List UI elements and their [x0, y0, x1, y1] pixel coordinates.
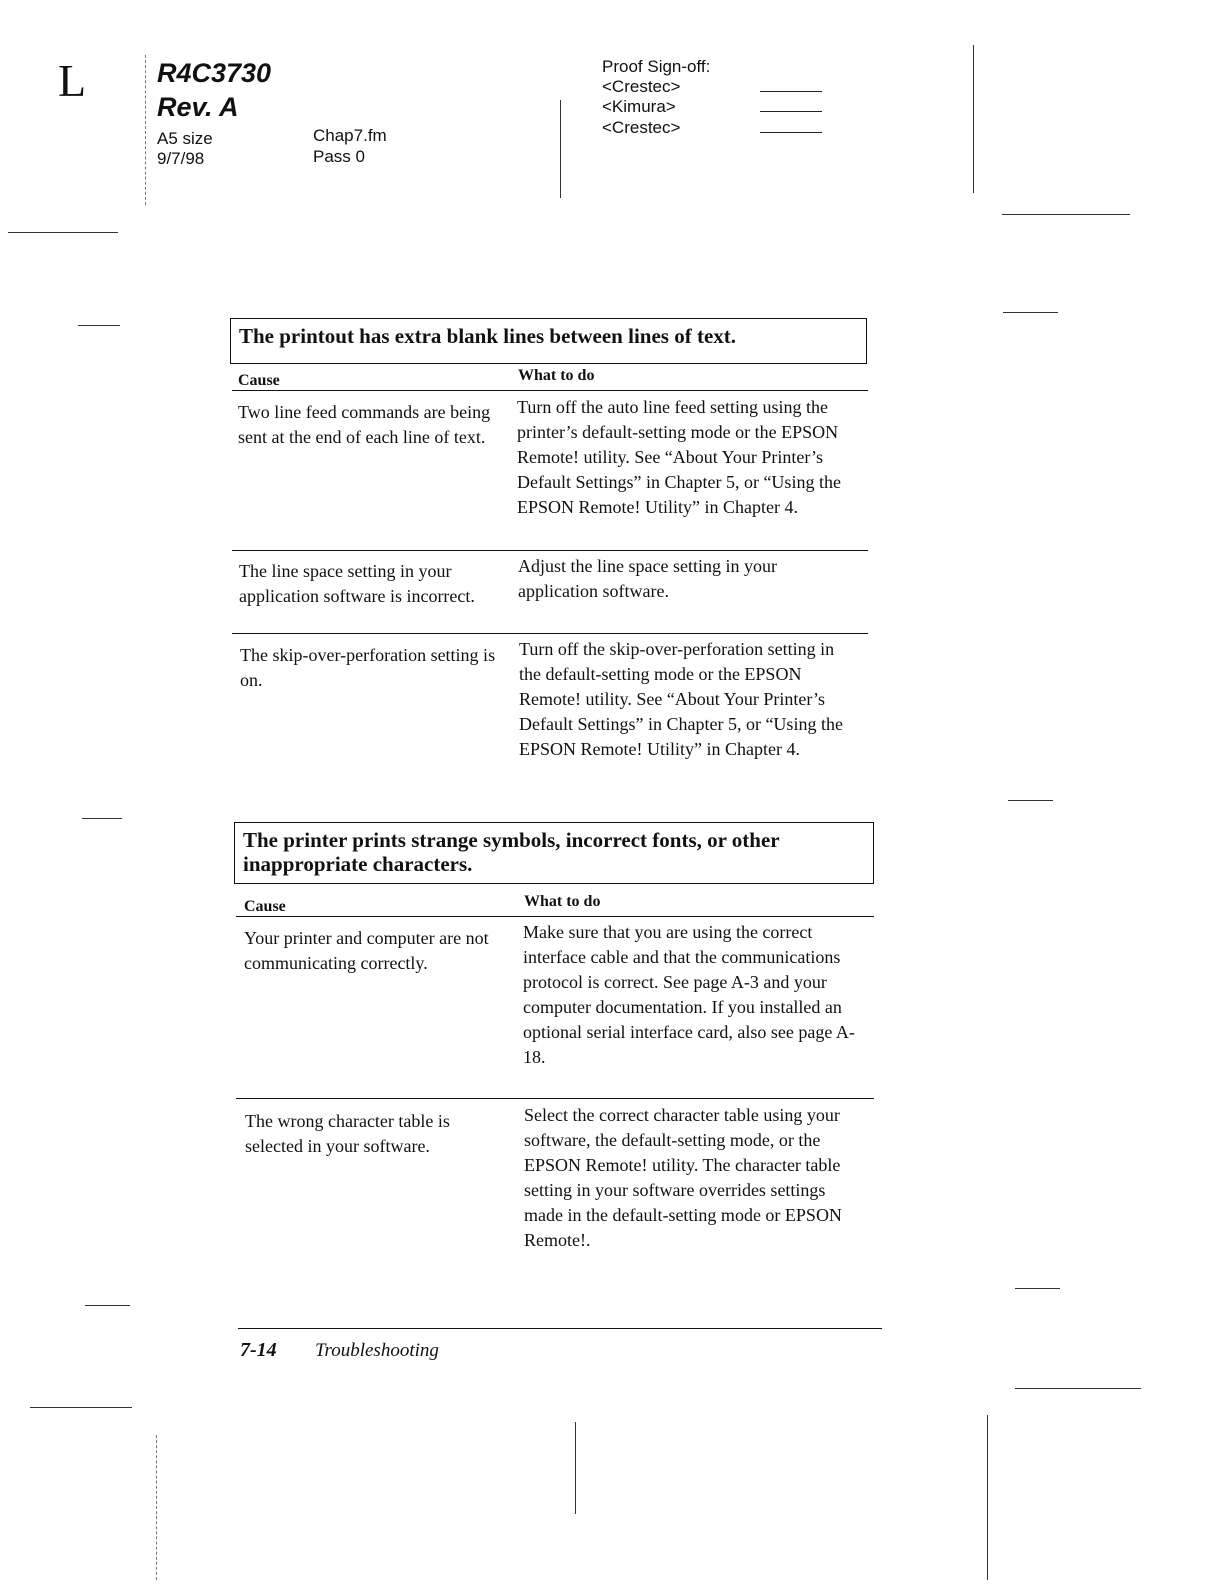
proof-name: <Kimura> [602, 97, 676, 116]
table-rule [232, 390, 868, 391]
crop-mark [1003, 312, 1058, 313]
table-cell-cause: The wrong character table is selected in your software. [245, 1111, 450, 1156]
crop-mark [1002, 214, 1130, 215]
crop-mark [145, 55, 146, 205]
table-cell-cause: Two line feed commands are being sent at the end of each line of text. [238, 402, 491, 447]
table-cell-cause: The line space setting in your application software is incorrect. [239, 561, 475, 606]
table-title-strange-symbols: The printer prints strange symbols, incorrect fonts, or other inappropriate characters. [234, 822, 874, 884]
file-name: Chap7.fm [313, 126, 387, 145]
crop-mark [82, 818, 122, 819]
crop-mark [156, 1435, 157, 1580]
table-cell-cause: Your printer and computer are not communicating correctly. [244, 928, 489, 973]
page-number: 7-14 [240, 1339, 277, 1361]
proof-name: <Crestec> [602, 77, 681, 96]
crop-mark [987, 1415, 988, 1580]
table-cell-cause: The skip-over-perforation setting is on. [240, 645, 496, 690]
table-cell-todo: Adjust the line space setting in your application software. [518, 556, 777, 601]
proof-name: <Crestec> [602, 118, 681, 137]
footer-rule [238, 1328, 882, 1329]
document-revision: Rev. A [157, 92, 239, 122]
column-header-what-to-do: What to do [524, 893, 601, 910]
table-cell-todo: Turn off the auto line feed setting using the printer’s default-setting mode or the EPSON Remote! utility. See “About Your Printer’s Default Settings” in Chapter 5, or “Using the EPSON Remote! Utility” in Chapter 4. [517, 397, 841, 517]
crop-mark [85, 1305, 130, 1306]
table-title-blank-lines: The printout has extra blank lines between lines of text. [230, 318, 867, 364]
table-rule [236, 1098, 874, 1099]
table-rule [232, 633, 868, 634]
crop-mark [575, 1422, 576, 1514]
page-size-label: A5 size [157, 129, 213, 148]
crop-mark [8, 232, 118, 233]
table-cell-todo: Turn off the skip-over-perforation setting in the default-setting mode or the EPSON Remote! utility. See “About Your Printer’s Default Settings” in Chapter 5, or “Using the EPSON Remote! Utility” in Chapter 4. [519, 639, 843, 759]
crop-mark [78, 325, 120, 326]
pass-label: Pass 0 [313, 147, 365, 166]
signature-line [760, 111, 822, 112]
document-date: 9/7/98 [157, 149, 205, 168]
table-cell-todo: Make sure that you are using the correct interface cable and that the communications protocol is correct. See page A-3 and your computer documentation. If you installed an optional serial interface card, also see page A-18. [523, 922, 855, 1067]
signature-line [760, 91, 822, 92]
margin-letter: L [58, 55, 87, 106]
signature-line [760, 132, 822, 133]
crop-mark [560, 100, 561, 198]
crop-mark [1015, 1388, 1141, 1389]
column-header-cause: Cause [244, 898, 286, 915]
proof-signoff-title: Proof Sign-off: [602, 57, 711, 76]
section-name: Troubleshooting [315, 1340, 439, 1361]
crop-mark [1008, 800, 1053, 801]
document-code: R4C3730 [157, 58, 272, 88]
crop-mark [973, 45, 974, 193]
table-cell-todo: Select the correct character table using your software, the default-setting mode, or the EPSON Remote! utility. The character table setting in your software overrides settings made in the default-setting mode or EPSON Remote!. [524, 1105, 842, 1250]
crop-mark [30, 1407, 132, 1408]
column-header-what-to-do: What to do [518, 367, 595, 384]
crop-mark [1015, 1288, 1060, 1289]
table-rule [232, 550, 868, 551]
column-header-cause: Cause [238, 372, 280, 389]
table-rule [236, 916, 874, 917]
